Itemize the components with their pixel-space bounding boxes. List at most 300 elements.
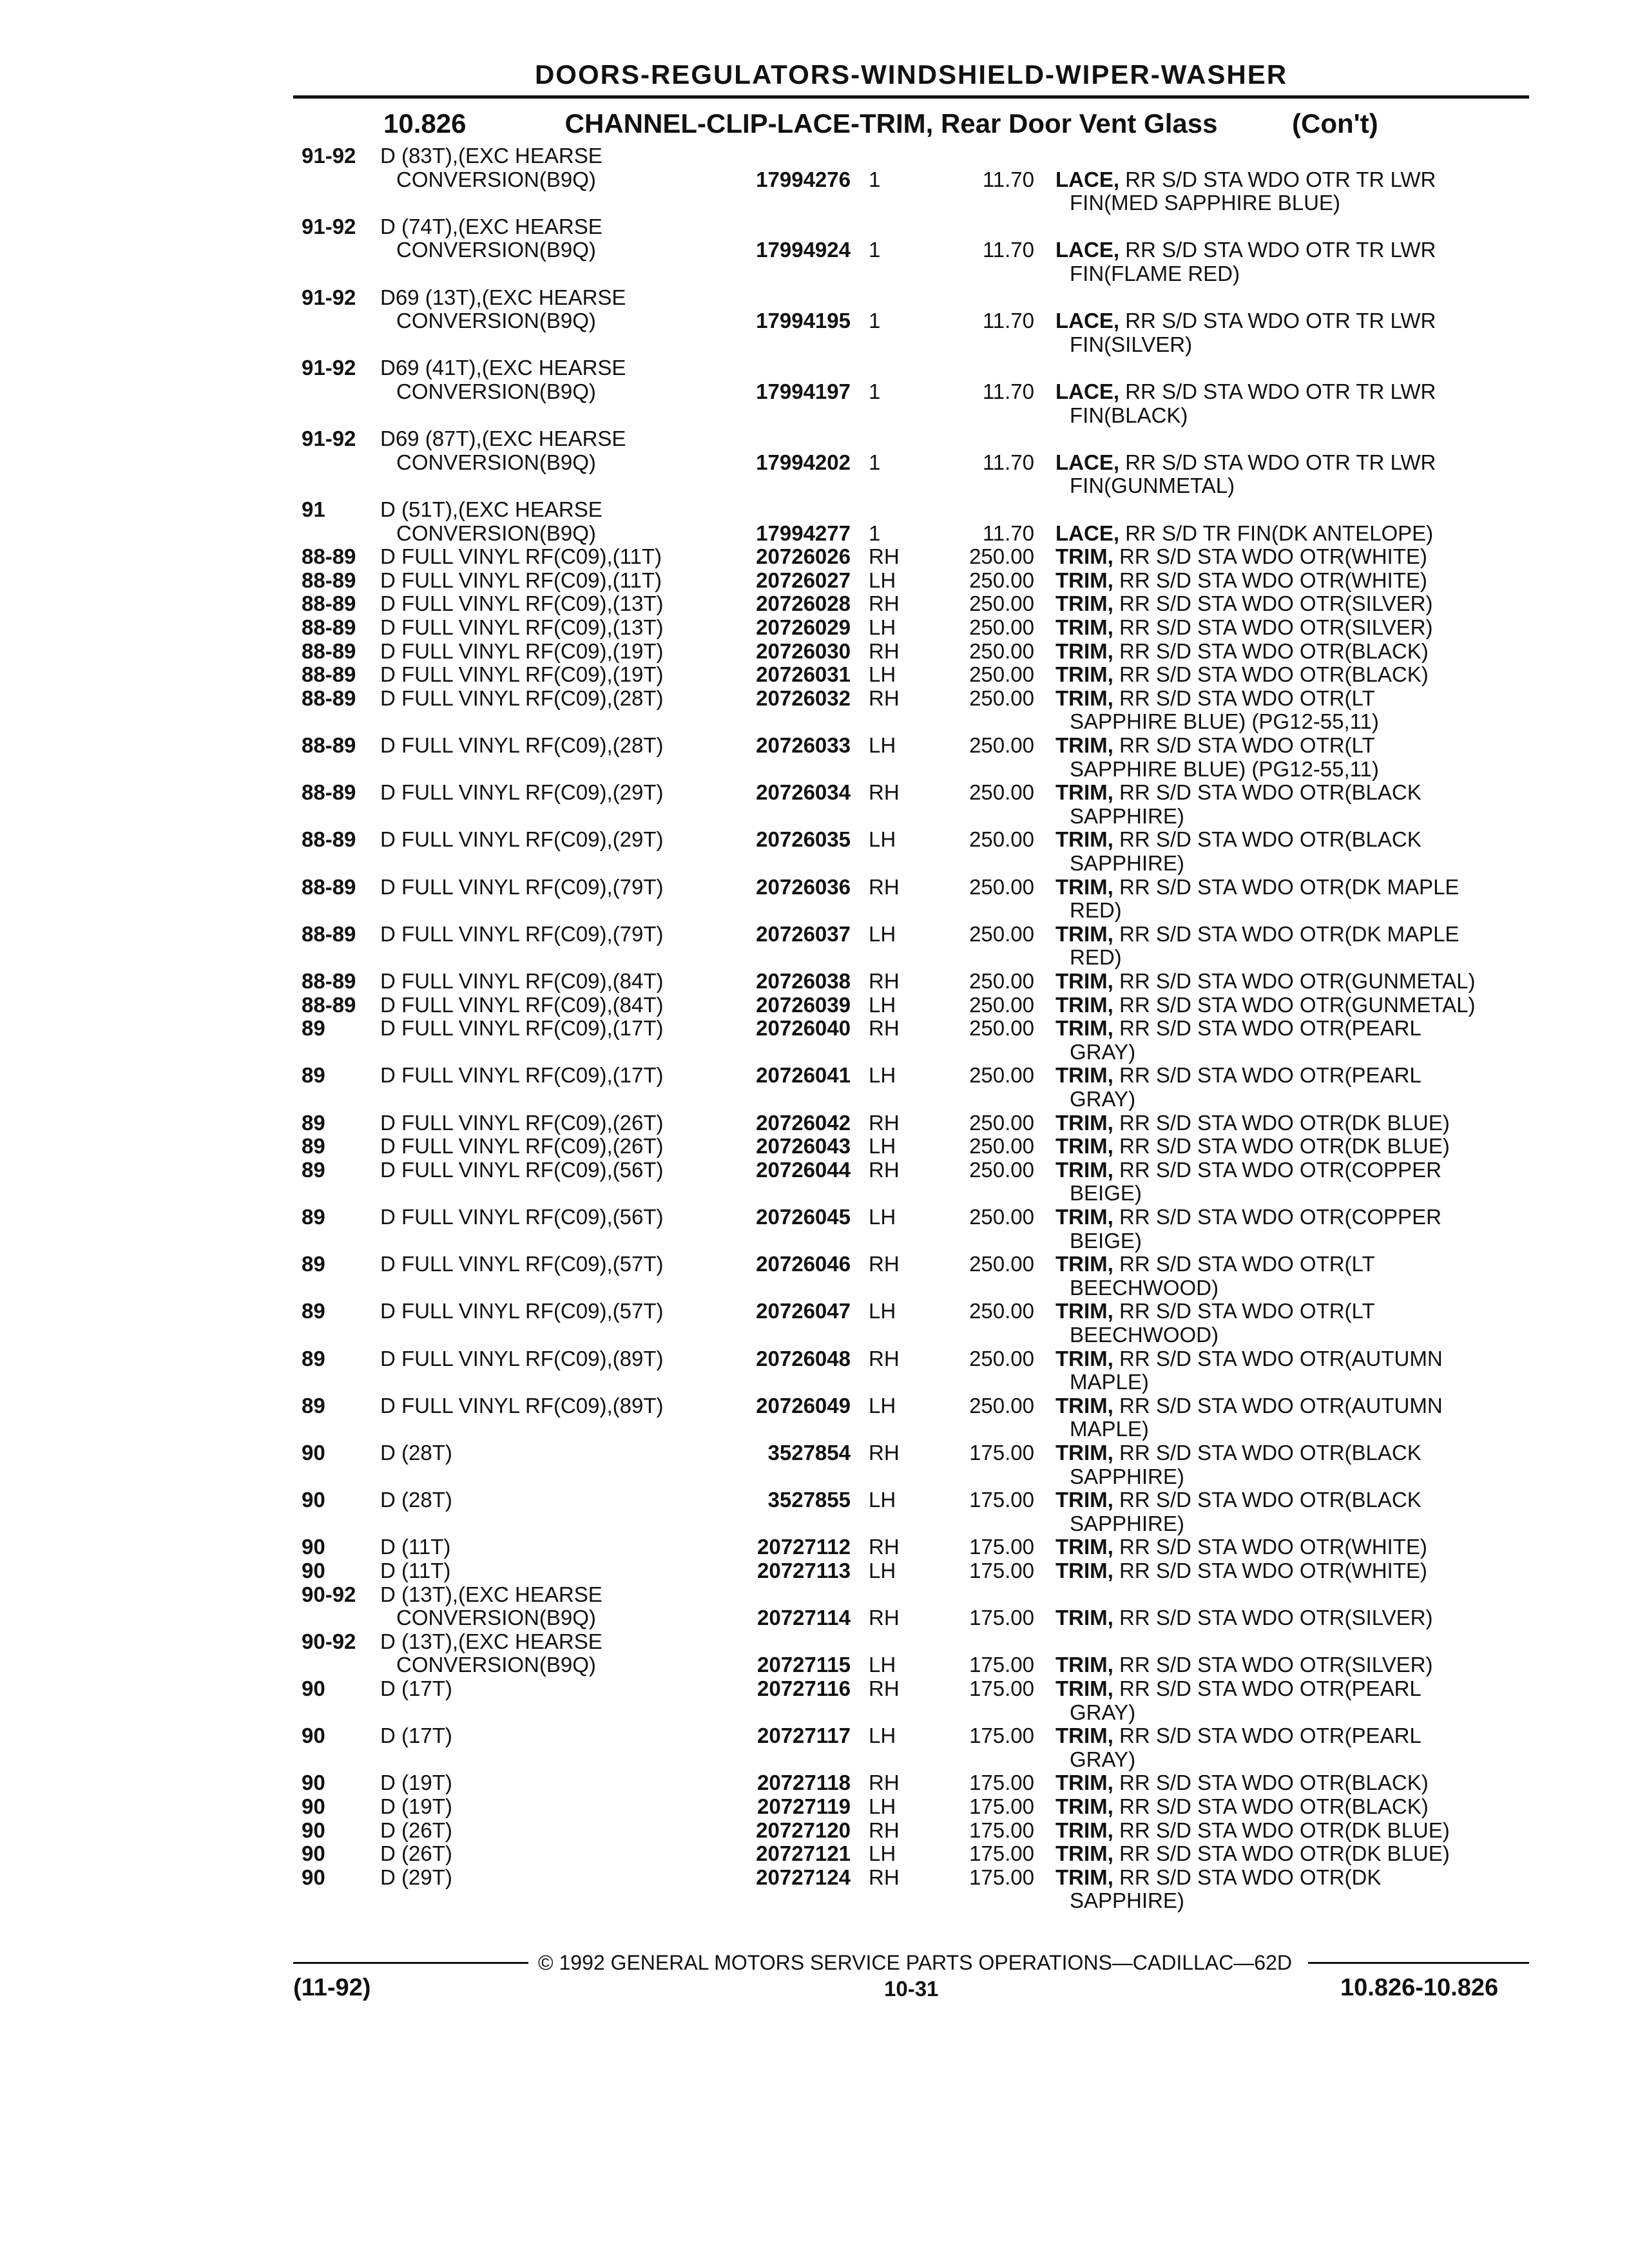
row-part-name-detail: RR S/D STA WDO OTR(BLACK	[1119, 827, 1422, 852]
row-description: D (13T),(EXC HEARSE	[380, 1629, 602, 1653]
row-part-name	[1055, 1653, 1432, 1677]
row-part-name-cont: RED)	[1070, 946, 1122, 970]
row-price: 175.00	[969, 1841, 1034, 1866]
row-quantity: RH	[869, 1771, 900, 1795]
row-description: D FULL VINYL RF(C09),(19T)	[380, 662, 664, 687]
row-part-name-keyword: TRIM,	[1055, 1841, 1113, 1866]
row-year: 88-89	[302, 662, 356, 687]
row-description-cont: CONVERSION(B9Q)	[396, 1606, 596, 1630]
row-part-name-keyword: TRIM,	[1055, 1818, 1113, 1842]
row-part-name-detail: RR S/D STA WDO OTR TR LWR	[1125, 238, 1436, 262]
row-price: 175.00	[969, 1653, 1034, 1677]
row-description: D FULL VINYL RF(C09),(89T)	[380, 1346, 664, 1370]
row-part-name-detail: RR S/D STA WDO OTR(SILVER)	[1119, 1606, 1433, 1630]
row-part-name-keyword: TRIM,	[1055, 1299, 1113, 1323]
row-quantity: 1	[869, 238, 881, 262]
row-part-name-keyword: TRIM,	[1055, 1441, 1113, 1465]
row-quantity: LH	[869, 1559, 896, 1582]
row-part-name-cont: GRAY)	[1070, 1088, 1136, 1111]
row-part-name-keyword: TRIM,	[1055, 1205, 1113, 1229]
row-part-name-detail: RR S/D STA WDO OTR TR LWR	[1125, 309, 1436, 333]
row-part-name-cont: BEIGE)	[1070, 1182, 1142, 1206]
row-description: D69 (87T),(EXC HEARSE	[380, 427, 626, 451]
row-part-name-detail: RR S/D STA WDO OTR(WHITE)	[1119, 568, 1427, 592]
row-part-name	[1055, 522, 1433, 545]
row-description: D (19T)	[380, 1794, 452, 1818]
row-part-number: 20726027	[756, 568, 851, 592]
row-description: D FULL VINYL RF(C09),(13T)	[380, 591, 664, 616]
row-quantity: RH	[869, 1441, 900, 1465]
row-part-name-keyword: LACE,	[1055, 238, 1119, 262]
row-year: 89	[302, 1134, 325, 1158]
row-part-name	[1055, 592, 1432, 615]
row-description: D FULL VINYL RF(C09),(17T)	[380, 1063, 664, 1088]
row-part-number: 20726047	[756, 1299, 851, 1323]
row-part-number: 20726039	[756, 992, 851, 1017]
row-quantity: LH	[869, 1841, 896, 1866]
row-part-name-keyword: TRIM,	[1055, 1771, 1113, 1795]
row-part-name	[1055, 380, 1436, 403]
row-year: 88-89	[302, 874, 356, 899]
row-year: 91-92	[302, 144, 356, 168]
row-part-number: 17994202	[756, 450, 851, 474]
row-part-name-detail: RR S/D STA WDO OTR(AUTUMN	[1119, 1393, 1443, 1418]
row-part-name	[1055, 451, 1436, 474]
row-description: D FULL VINYL RF(C09),(57T)	[380, 1299, 664, 1323]
row-price: 250.00	[969, 1016, 1034, 1041]
row-part-name	[1055, 1559, 1427, 1582]
row-part-name-keyword: TRIM,	[1055, 827, 1113, 852]
row-quantity: RH	[869, 1157, 900, 1182]
row-part-number: 20726048	[756, 1346, 851, 1370]
row-year: 88-89	[302, 992, 356, 1017]
row-description: D FULL VINYL RF(C09),(13T)	[380, 615, 664, 639]
row-quantity: LH	[869, 992, 896, 1017]
row-description: D (51T),(EXC HEARSE	[380, 497, 602, 521]
row-description: D (26T)	[380, 1841, 452, 1866]
row-price: 11.70	[982, 450, 1034, 474]
row-part-name-detail: RR S/D STA WDO OTR(PEARL	[1119, 1724, 1422, 1748]
row-part-name	[1055, 1017, 1422, 1040]
row-part-name-cont: SAPPHIRE BLUE) (PG12-55,11)	[1070, 757, 1379, 781]
row-year: 89	[302, 1157, 325, 1182]
row-part-name-cont: FIN(FLAME RED)	[1070, 262, 1240, 285]
row-part-name-detail: RR S/D STA WDO OTR(AUTUMN	[1119, 1346, 1443, 1370]
row-description: D (28T)	[380, 1488, 452, 1512]
row-description: D FULL VINYL RF(C09),(11T)	[380, 568, 662, 592]
row-part-number: 20726028	[756, 591, 851, 616]
row-part-number: 20727113	[757, 1559, 851, 1582]
row-part-name-keyword: LACE,	[1055, 521, 1119, 545]
row-part-name-cont: FIN(MED SAPPHIRE BLUE)	[1070, 191, 1340, 215]
row-year: 89	[302, 1063, 325, 1088]
row-quantity: RH	[869, 639, 900, 663]
row-price: 250.00	[969, 1252, 1034, 1276]
row-description-cont: CONVERSION(B9Q)	[396, 521, 596, 545]
row-part-name-keyword: TRIM,	[1055, 992, 1113, 1017]
row-price: 250.00	[969, 1157, 1034, 1182]
row-part-name-detail: RR S/D STA WDO OTR(LT	[1119, 733, 1375, 757]
row-year: 88-89	[302, 827, 356, 852]
row-description-cont: CONVERSION(B9Q)	[396, 167, 596, 191]
row-part-name-detail: RR S/D STA WDO OTR(DK MAPLE	[1119, 921, 1460, 946]
row-part-number: 20726043	[756, 1134, 851, 1158]
row-part-name-cont: GRAY)	[1070, 1040, 1136, 1064]
row-description: D FULL VINYL RF(C09),(17T)	[380, 1016, 664, 1041]
row-quantity: RH	[869, 1606, 900, 1630]
row-year: 88-89	[302, 733, 356, 757]
row-part-name-detail: RR S/D STA WDO OTR(PEARL	[1119, 1016, 1422, 1041]
row-description: D FULL VINYL RF(C09),(26T)	[380, 1110, 664, 1135]
row-description: D FULL VINYL RF(C09),(56T)	[380, 1205, 664, 1229]
row-part-number: 20726045	[756, 1205, 851, 1229]
row-price: 250.00	[969, 686, 1034, 710]
row-quantity: LH	[869, 615, 896, 639]
row-year: 88-89	[302, 615, 356, 639]
row-description: D (17T)	[380, 1724, 452, 1748]
row-quantity: RH	[869, 1677, 900, 1700]
row-year: 89	[302, 1346, 325, 1370]
row-year: 91-92	[302, 427, 356, 451]
row-part-name-keyword: TRIM,	[1055, 1110, 1113, 1135]
row-part-name-keyword: LACE,	[1055, 167, 1119, 191]
row-part-number: 3527855	[767, 1488, 851, 1512]
row-quantity: 1	[869, 167, 881, 191]
row-part-name-detail: RR S/D STA WDO OTR(BLACK)	[1119, 1794, 1429, 1818]
row-description: D69 (41T),(EXC HEARSE	[380, 356, 626, 380]
row-description-cont: CONVERSION(B9Q)	[396, 1653, 596, 1677]
row-part-name-detail: RR S/D STA WDO OTR(LT	[1119, 1252, 1375, 1276]
footer-copyright: © 1992 GENERAL MOTORS SERVICE PARTS OPERATIONS—CADILLAC—62D	[538, 1951, 1292, 1974]
continued-label: (Con't)	[1292, 108, 1378, 139]
row-price: 250.00	[969, 827, 1034, 852]
row-price: 250.00	[969, 1346, 1034, 1370]
row-part-number: 3527854	[767, 1441, 851, 1465]
row-part-number: 20726037	[756, 921, 851, 946]
row-part-name-keyword: TRIM,	[1055, 686, 1113, 710]
row-part-number: 20726029	[756, 615, 851, 639]
row-quantity: RH	[869, 1016, 900, 1041]
row-price: 250.00	[969, 662, 1034, 687]
row-year: 90	[302, 1441, 325, 1465]
row-year: 88-89	[302, 639, 356, 663]
row-part-name-cont: MAPLE)	[1070, 1418, 1149, 1441]
row-year: 89	[302, 1252, 325, 1276]
row-quantity: LH	[869, 1063, 896, 1088]
row-part-name	[1055, 1488, 1422, 1512]
row-year: 90-92	[302, 1629, 356, 1653]
row-price: 11.70	[982, 521, 1034, 545]
row-part-name-keyword: TRIM,	[1055, 591, 1113, 616]
row-description: D FULL VINYL RF(C09),(84T)	[380, 969, 664, 993]
row-part-name	[1055, 1842, 1450, 1865]
row-price: 250.00	[969, 591, 1034, 616]
subsection-title: CHANNEL-CLIP-LACE-TRIM,	[564, 108, 934, 139]
row-description: D (29T)	[380, 1865, 452, 1889]
row-price: 175.00	[969, 1724, 1034, 1748]
row-part-name-cont: FIN(GUNMETAL)	[1070, 474, 1235, 498]
row-part-name-detail: RR S/D STA WDO OTR(COPPER	[1119, 1157, 1441, 1182]
row-price: 175.00	[969, 1794, 1034, 1818]
row-part-name	[1055, 1253, 1375, 1276]
row-year: 88-89	[302, 568, 356, 592]
row-part-name-detail: RR S/D STA WDO OTR(GUNMETAL)	[1119, 969, 1476, 993]
row-description-cont: CONVERSION(B9Q)	[396, 309, 596, 333]
row-part-name-keyword: TRIM,	[1055, 1535, 1113, 1559]
row-price: 175.00	[969, 1865, 1034, 1889]
row-description: D (17T)	[380, 1677, 452, 1700]
row-price: 250.00	[969, 1205, 1034, 1229]
row-year: 88-89	[302, 591, 356, 616]
row-quantity: LH	[869, 1488, 896, 1512]
row-price: 250.00	[969, 1063, 1034, 1088]
row-description: D FULL VINYL RF(C09),(79T)	[380, 921, 664, 946]
row-part-name-detail: RR S/D STA WDO OTR TR LWR	[1125, 450, 1436, 474]
row-part-number: 20727116	[757, 1677, 851, 1700]
row-part-name	[1055, 876, 1459, 899]
row-part-name-cont: SAPPHIRE)	[1070, 852, 1184, 875]
row-part-name-cont: BEECHWOOD)	[1070, 1276, 1219, 1300]
row-part-name	[1055, 1771, 1429, 1794]
row-part-number: 17994195	[756, 309, 851, 333]
row-part-name	[1055, 616, 1432, 639]
row-part-number: 20727121	[756, 1841, 851, 1866]
row-year: 89	[302, 1393, 325, 1418]
row-price: 250.00	[969, 615, 1034, 639]
row-part-name-cont: BEIGE)	[1070, 1229, 1142, 1253]
row-part-name	[1055, 545, 1427, 568]
row-part-name-detail: RR S/D STA WDO OTR(PEARL	[1119, 1677, 1422, 1700]
row-quantity: RH	[869, 544, 900, 569]
row-part-name	[1055, 1819, 1450, 1842]
row-part-name-detail: RR S/D STA WDO OTR(DK BLUE)	[1119, 1110, 1450, 1135]
row-part-name	[1055, 1535, 1427, 1559]
row-description-cont: CONVERSION(B9Q)	[396, 380, 596, 403]
row-price: 250.00	[969, 733, 1034, 757]
row-part-name	[1055, 970, 1475, 993]
row-quantity: RH	[869, 1346, 900, 1370]
row-price: 11.70	[982, 167, 1034, 191]
row-part-name-detail: RR S/D STA WDO OTR(WHITE)	[1119, 1559, 1427, 1582]
row-part-name-keyword: TRIM,	[1055, 615, 1113, 639]
row-description: D (11T)	[380, 1559, 451, 1582]
row-part-number: 20726033	[756, 733, 851, 757]
footer-rule-right	[1308, 1962, 1529, 1964]
row-part-name	[1055, 1394, 1443, 1418]
row-part-name-keyword: TRIM,	[1055, 1063, 1113, 1088]
row-year: 88-89	[302, 921, 356, 946]
row-part-name	[1055, 640, 1429, 663]
row-part-name	[1055, 1300, 1375, 1323]
row-price: 175.00	[969, 1441, 1034, 1465]
row-price: 175.00	[969, 1818, 1034, 1842]
row-year: 90-92	[302, 1582, 356, 1606]
row-part-name	[1055, 663, 1429, 686]
row-part-number: 20726035	[756, 827, 851, 852]
row-part-number: 20726026	[756, 544, 851, 569]
subsection-number: 10.826	[383, 108, 467, 139]
row-part-name	[1055, 569, 1427, 592]
row-quantity: RH	[869, 1865, 900, 1889]
row-part-name-keyword: TRIM,	[1055, 1865, 1113, 1889]
row-part-name-detail: RR S/D STA WDO OTR TR LWR	[1125, 167, 1436, 191]
row-part-number: 20726044	[756, 1157, 851, 1182]
row-quantity: LH	[869, 1724, 896, 1748]
row-part-name	[1055, 1064, 1422, 1087]
row-part-number: 20726042	[756, 1110, 851, 1135]
row-price: 250.00	[969, 992, 1034, 1017]
row-part-name-detail: RR S/D STA WDO OTR(LT	[1119, 686, 1375, 710]
row-price: 250.00	[969, 874, 1034, 899]
row-part-name-keyword: TRIM,	[1055, 780, 1113, 805]
row-price: 250.00	[969, 1299, 1034, 1323]
row-part-name-cont: SAPPHIRE)	[1070, 1889, 1184, 1913]
row-part-number: 20726041	[756, 1063, 851, 1088]
row-part-number: 20727114	[757, 1606, 851, 1630]
row-part-name	[1055, 1866, 1381, 1889]
row-part-name-detail: RR S/D STA WDO OTR(GUNMETAL)	[1119, 992, 1476, 1017]
row-quantity: RH	[869, 1110, 900, 1135]
row-part-number: 17994924	[756, 238, 851, 262]
row-description: D (11T)	[380, 1535, 451, 1559]
row-part-name-detail: RR S/D STA WDO OTR(DK BLUE)	[1119, 1841, 1450, 1866]
row-part-name	[1055, 1441, 1422, 1465]
row-price: 250.00	[969, 780, 1034, 805]
row-part-number: 17994276	[756, 167, 851, 191]
row-part-name	[1055, 1206, 1441, 1229]
row-part-number: 20727118	[757, 1771, 851, 1795]
row-price: 250.00	[969, 1110, 1034, 1135]
row-price: 175.00	[969, 1606, 1034, 1630]
row-part-name	[1055, 1347, 1443, 1370]
row-part-name-cont: BEECHWOOD)	[1070, 1323, 1219, 1347]
row-part-name-detail: RR S/D STA WDO OTR(DK MAPLE	[1119, 874, 1460, 899]
row-year: 91-92	[302, 356, 356, 380]
row-part-number: 20727124	[756, 1865, 851, 1889]
row-part-name	[1055, 923, 1459, 946]
row-description: D FULL VINYL RF(C09),(57T)	[380, 1252, 664, 1276]
row-price: 175.00	[969, 1559, 1034, 1582]
row-part-name-detail: RR S/D STA WDO OTR(DK BLUE)	[1119, 1134, 1450, 1158]
row-part-name-keyword: TRIM,	[1055, 1606, 1113, 1630]
row-year: 91-92	[302, 285, 356, 309]
row-part-number: 20726040	[756, 1016, 851, 1041]
row-description-cont: CONVERSION(B9Q)	[396, 238, 596, 262]
row-part-name-detail: RR S/D STA WDO OTR(LT	[1119, 1299, 1375, 1323]
row-part-name-keyword: TRIM,	[1055, 568, 1113, 592]
row-part-name	[1055, 781, 1422, 804]
row-quantity: LH	[869, 921, 896, 946]
row-quantity: RH	[869, 780, 900, 805]
row-part-name-detail: RR S/D STA WDO OTR(SILVER)	[1119, 615, 1433, 639]
row-part-name-cont: SAPPHIRE BLUE) (PG12-55,11)	[1070, 710, 1379, 734]
row-part-name	[1055, 168, 1436, 191]
row-part-name-detail: RR S/D STA WDO OTR(WHITE)	[1119, 1535, 1427, 1559]
row-part-name	[1055, 1111, 1450, 1135]
row-description: D (13T),(EXC HEARSE	[380, 1582, 602, 1606]
row-part-name-detail: RR S/D STA WDO OTR(BLACK)	[1119, 662, 1429, 687]
row-price: 175.00	[969, 1488, 1034, 1512]
row-description: D FULL VINYL RF(C09),(11T)	[380, 544, 662, 569]
row-part-name-detail: RR S/D STA WDO OTR(SILVER)	[1119, 591, 1433, 616]
row-description: D FULL VINYL RF(C09),(29T)	[380, 780, 664, 805]
row-part-number: 20726030	[756, 639, 851, 663]
row-part-name	[1055, 309, 1436, 332]
row-description: D (26T)	[380, 1818, 452, 1842]
row-quantity: LH	[869, 827, 896, 852]
row-part-name-detail: RR S/D STA WDO OTR(SILVER)	[1119, 1653, 1433, 1677]
row-part-name-detail: RR S/D STA WDO OTR(COPPER	[1119, 1205, 1441, 1229]
row-quantity: RH	[869, 969, 900, 993]
row-year: 89	[302, 1299, 325, 1323]
footer-page-number: 10-31	[884, 1977, 939, 2001]
row-part-number: 20727120	[756, 1818, 851, 1842]
row-price: 11.70	[982, 309, 1034, 333]
row-part-name-detail: RR S/D STA WDO OTR(BLACK)	[1119, 1771, 1429, 1795]
row-price: 250.00	[969, 1393, 1034, 1418]
row-year: 89	[302, 1110, 325, 1135]
row-part-name-keyword: TRIM,	[1055, 1134, 1113, 1158]
row-part-name-keyword: TRIM,	[1055, 1559, 1113, 1582]
row-part-name-cont: GRAY)	[1070, 1747, 1136, 1771]
row-year: 88-89	[302, 686, 356, 710]
row-part-name-detail: RR S/D STA WDO OTR(DK	[1119, 1865, 1382, 1889]
row-part-name-keyword: TRIM,	[1055, 1794, 1113, 1818]
row-part-name-keyword: LACE,	[1055, 380, 1119, 403]
row-year: 90	[302, 1677, 325, 1700]
row-part-name	[1055, 1606, 1432, 1629]
row-year: 90	[302, 1771, 325, 1795]
row-part-name-detail: RR S/D STA WDO OTR(BLACK	[1119, 1488, 1422, 1512]
row-part-name-keyword: LACE,	[1055, 309, 1119, 333]
row-part-name	[1055, 687, 1375, 710]
row-part-name-keyword: TRIM,	[1055, 1488, 1113, 1512]
row-part-name-cont: FIN(BLACK)	[1070, 403, 1188, 427]
row-year: 91	[302, 497, 325, 521]
row-part-number: 20727115	[757, 1653, 851, 1677]
row-part-name-keyword: TRIM,	[1055, 662, 1113, 687]
row-quantity: LH	[869, 1299, 896, 1323]
row-part-name-cont: SAPPHIRE)	[1070, 1512, 1184, 1535]
row-part-name	[1055, 734, 1375, 757]
row-description: D (28T)	[380, 1441, 452, 1465]
row-part-name	[1055, 1724, 1422, 1747]
row-part-name-keyword: TRIM,	[1055, 1016, 1113, 1041]
row-part-name-keyword: TRIM,	[1055, 639, 1113, 663]
row-price: 250.00	[969, 921, 1034, 946]
row-part-name-keyword: TRIM,	[1055, 1724, 1113, 1748]
section-title: DOORS-REGULATORS-WINDSHIELD-WIPER-WASHER	[534, 59, 1288, 90]
row-quantity: RH	[869, 1535, 900, 1559]
row-quantity: LH	[869, 1393, 896, 1418]
row-part-name	[1055, 238, 1436, 262]
row-year: 90	[302, 1794, 325, 1818]
row-description: D FULL VINYL RF(C09),(28T)	[380, 686, 664, 710]
row-year: 89	[302, 1016, 325, 1041]
row-price: 175.00	[969, 1535, 1034, 1559]
row-part-name-detail: RR S/D TR FIN(DK ANTELOPE)	[1125, 521, 1434, 545]
row-part-number: 20727117	[757, 1724, 851, 1748]
row-description: D FULL VINYL RF(C09),(89T)	[380, 1393, 664, 1418]
row-part-name-keyword: TRIM,	[1055, 921, 1113, 946]
row-part-number: 17994277	[756, 521, 851, 545]
row-quantity: 1	[869, 309, 881, 333]
row-part-name-keyword: TRIM,	[1055, 874, 1113, 899]
row-year: 88-89	[302, 969, 356, 993]
row-description: D FULL VINYL RF(C09),(29T)	[380, 827, 664, 852]
row-part-name	[1055, 828, 1422, 851]
row-year: 88-89	[302, 780, 356, 805]
